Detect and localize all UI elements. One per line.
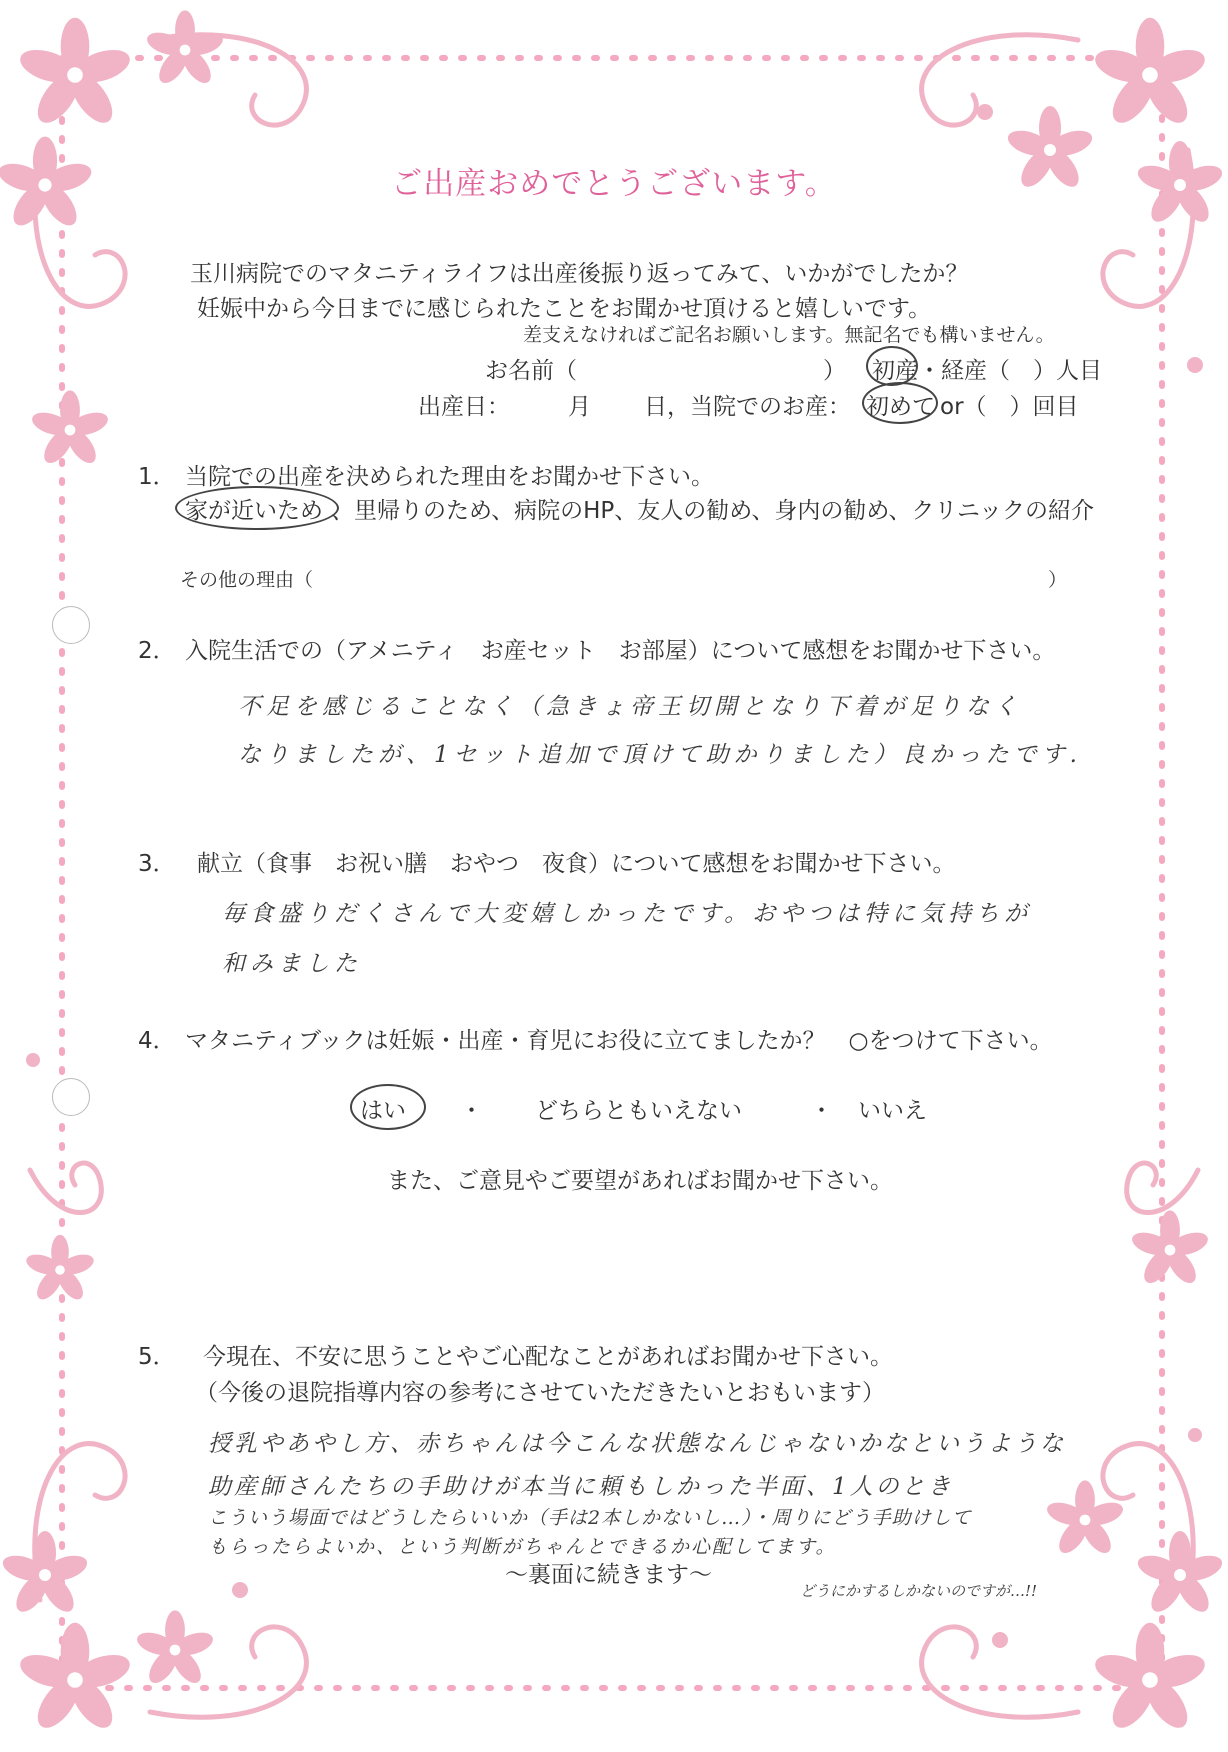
times-label: or（ ）回目 <box>940 394 1079 420</box>
punch-hole-top <box>52 606 90 644</box>
q4-number: 4． <box>138 1028 176 1054</box>
q5-answer-line-3: こういう場面ではどうしたらいいか（手は2本しかないし…）・周りにどう手助けして <box>208 1507 972 1529</box>
q3-answer-line-2: 和みました <box>222 951 362 977</box>
day-label: 日，当院でのお産： <box>644 394 851 420</box>
q5-answer-line-1: 授乳やあやし方、赤ちゃんは今こんな状態なんじゃないかなというような <box>208 1431 1066 1457</box>
q3-answer-line-1: 毎食盛りだくさんで大変嬉しかったです。おやつは特に気持ちが <box>222 901 1033 927</box>
q5-number: 5． <box>138 1344 176 1370</box>
q2-text: 入院生活での（アメニティ お産セット お部屋）について感想をお聞かせ下さい。 <box>185 638 1056 664</box>
page-title: ご出産おめでとうございます。 <box>391 166 837 202</box>
parity-first: 初産 <box>872 358 918 384</box>
q5-answer-line-2: 助産師さんたちの手助けが本当に頼もしかった半面、1人のとき <box>208 1474 954 1500</box>
q1-option-selected: 家が近いため <box>185 498 323 524</box>
punch-hole-bottom <box>52 1078 90 1116</box>
q1-other-label: その他の理由（ <box>180 569 314 591</box>
q3-number: 3． <box>138 851 176 877</box>
intro-line-2: 妊娠中から今日までに感じられたことをお聞かせ頂けると嬉しいです。 <box>197 296 932 322</box>
parity-suffix: ・経産（ ）人目 <box>918 358 1102 384</box>
q4-followup: また、ご意見やご要望があればお聞かせ下さい。 <box>387 1168 893 1194</box>
q5-footnote: どうにかするしかないのですが…!! <box>800 1582 1038 1600</box>
q1-options: 、里帰りのため、病院のHP、友人の勧め、身内の勧め、クリニックの紹介 <box>331 498 1095 524</box>
first-time-circle <box>862 382 938 424</box>
q5-text: 今現在、不安に思うことやご心配なことがあればお聞かせ下さい。 <box>203 1344 893 1370</box>
birth-date-label: 出産日： <box>418 394 510 420</box>
q4-choice-neutral: どちらともいえない <box>535 1098 742 1124</box>
q5-subtext: （今後の退院指導内容の参考にさせていただきたいとおもいます） <box>195 1380 885 1406</box>
q5-continue: 〜裏面に続きます〜 <box>505 1562 712 1588</box>
month-label: 月 <box>568 394 591 420</box>
q4-choice-yes: はい <box>360 1098 406 1124</box>
q1-other-close: ） <box>1048 569 1068 591</box>
q4-yes-circle <box>350 1084 426 1130</box>
q1-selected-circle <box>175 486 339 530</box>
name-close: ） <box>823 358 846 384</box>
q1-number: 1． <box>138 464 176 490</box>
q2-answer-line-2: なりましたが、1セット追加で頂けて助かりました）良かったです. <box>238 742 1082 768</box>
q4-dot-2: ・ <box>810 1098 833 1124</box>
q3-text: 献立（食事 お祝い膳 おやつ 夜食）について感想をお聞かせ下さい。 <box>197 851 956 877</box>
name-label: お名前（ <box>485 358 577 384</box>
q1-text: 当院での出産を決められた理由をお聞かせ下さい。 <box>185 464 714 490</box>
q4-dot-1: ・ <box>460 1098 483 1124</box>
q2-answer-line-1: 不足を感じることなく（急きょ帝王切開となり下着が足りなく <box>238 694 1022 720</box>
q2-number: 2． <box>138 638 176 664</box>
intro-line-3: 差支えなければご記名お願いします。無記名でも構いません。 <box>523 324 1055 346</box>
q4-choice-no: いいえ <box>858 1098 927 1124</box>
q4-text: マタニティブックは妊娠・出産・育児にお役に立てましたか？ ○をつけて下さい。 <box>185 1028 1053 1054</box>
first-time-label: 初めて <box>866 394 935 420</box>
q5-answer-line-4: もらったらよいか、という判断がちゃんとできるか心配してます。 <box>208 1536 837 1558</box>
intro-line-1: 玉川病院でのマタニティライフは出産後振り返ってみて、いかがでしたか？ <box>190 261 969 287</box>
parity-first-circle <box>866 346 918 386</box>
